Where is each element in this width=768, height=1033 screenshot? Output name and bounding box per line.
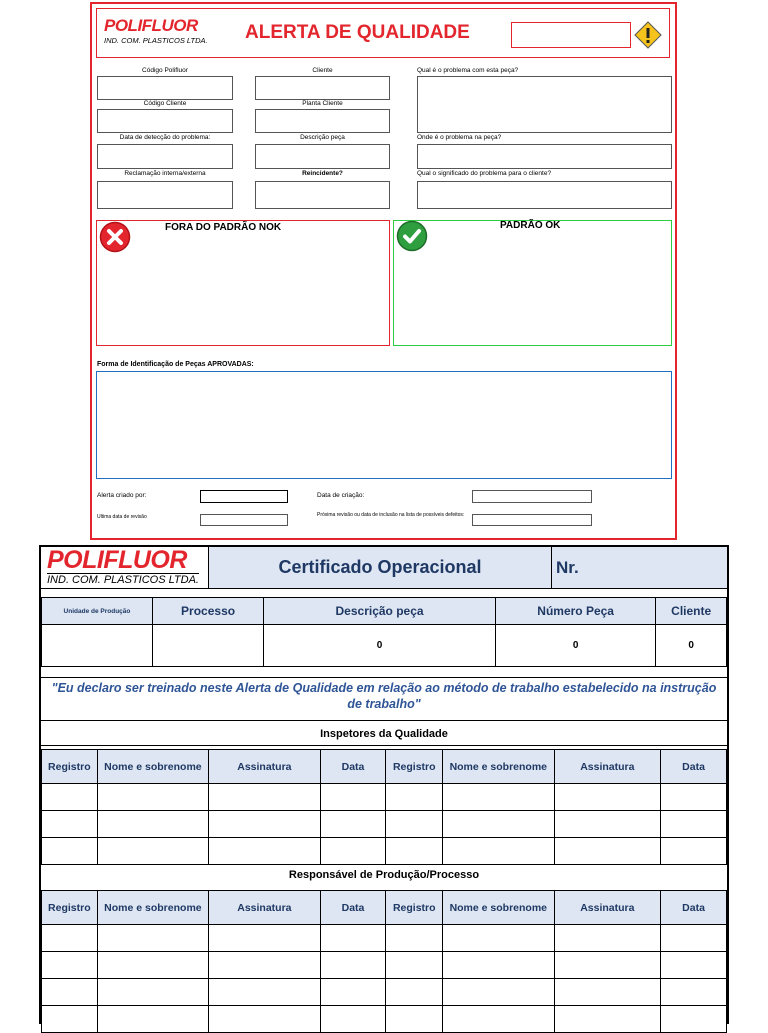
table-cell[interactable] xyxy=(386,952,443,979)
table-cell[interactable] xyxy=(209,1006,320,1033)
table-cell[interactable] xyxy=(97,811,209,838)
alert-logo-subtitle: IND. COM. PLASTICOS LTDA. xyxy=(104,36,208,45)
col-unidade: Unidade de Produção xyxy=(42,598,153,625)
table-cell[interactable] xyxy=(209,979,320,1006)
cert-logo-subtitle: IND. COM. PLASTICOS LTDA. xyxy=(47,574,199,586)
table-cell[interactable] xyxy=(386,811,443,838)
table-cell[interactable] xyxy=(661,784,727,811)
val-cliente[interactable]: 0 xyxy=(656,625,727,667)
label-ultima-revisao: Ultima data de revisão xyxy=(97,514,147,520)
table-row xyxy=(42,979,727,1006)
table-cell[interactable] xyxy=(320,952,386,979)
table-cell[interactable] xyxy=(443,925,555,952)
table-cell[interactable] xyxy=(554,1006,661,1033)
label-codigo-polifluor: Código Polifluor xyxy=(142,67,188,74)
alert-title: ALERTA DE QUALIDADE xyxy=(245,22,470,43)
table-cell[interactable] xyxy=(386,784,443,811)
cert-info-table xyxy=(41,597,727,667)
table-header-registro: Registro xyxy=(42,891,98,925)
codigo-cliente-field[interactable] xyxy=(97,109,233,133)
table-header-nome-e-sobrenome: Nome e sobrenome xyxy=(97,750,209,784)
table-cell[interactable] xyxy=(42,979,98,1006)
table-cell[interactable] xyxy=(443,784,555,811)
table-cell[interactable] xyxy=(97,838,209,865)
table-cell[interactable] xyxy=(443,979,555,1006)
table-header-registro: Registro xyxy=(386,891,443,925)
identificacao-label: Forma de Identificação de Peças APROVADAS: xyxy=(97,361,254,368)
table-cell[interactable] xyxy=(386,838,443,865)
table-header-data: Data xyxy=(320,750,386,784)
table-cell[interactable] xyxy=(320,979,386,1006)
data-criacao-field[interactable] xyxy=(472,490,592,503)
planta-cliente-field[interactable] xyxy=(255,109,390,133)
col-cliente: Cliente xyxy=(656,598,727,625)
table-header-assinatura: Assinatura xyxy=(554,750,661,784)
section-responsavel: Responsável de Produção/Processo xyxy=(288,869,480,881)
table-row xyxy=(42,925,727,952)
table-cell[interactable] xyxy=(320,925,386,952)
nok-label: FORA DO PADRÃO NOK xyxy=(165,222,282,233)
table-cell[interactable] xyxy=(554,979,661,1006)
check-circle-icon xyxy=(396,220,428,252)
table-row xyxy=(42,952,727,979)
val-numero[interactable]: 0 xyxy=(495,625,655,667)
ok-label: PADRÃO OK xyxy=(500,220,561,231)
table-cell[interactable] xyxy=(320,811,386,838)
val-processo[interactable] xyxy=(152,625,263,667)
table-cell[interactable] xyxy=(661,1006,727,1033)
data-deteccao-field[interactable] xyxy=(97,144,233,169)
inspetores-table xyxy=(41,749,727,865)
col-numero: Número Peça xyxy=(495,598,655,625)
val-descricao[interactable]: 0 xyxy=(264,625,496,667)
table-cell[interactable] xyxy=(97,979,209,1006)
table-header-data: Data xyxy=(320,891,386,925)
label-criado-por: Alerta criado por: xyxy=(97,492,147,499)
table-cell[interactable] xyxy=(386,1006,443,1033)
table-cell[interactable] xyxy=(209,838,320,865)
label-codigo-cliente: Código Cliente xyxy=(143,100,187,107)
table-cell[interactable] xyxy=(42,838,98,865)
x-circle-icon xyxy=(99,221,131,253)
col-descricao: Descrição peça xyxy=(264,598,496,625)
table-cell[interactable] xyxy=(209,925,320,952)
table-cell[interactable] xyxy=(42,925,98,952)
problema-field[interactable] xyxy=(417,76,672,133)
table-header-assinatura: Assinatura xyxy=(209,891,320,925)
label-reincidente: Reincidente? xyxy=(302,170,343,177)
cliente-field[interactable] xyxy=(255,76,390,100)
table-header-registro: Registro xyxy=(386,750,443,784)
table-cell[interactable] xyxy=(554,811,661,838)
label-onde-problema: Onde é o problema na peça? xyxy=(417,134,502,141)
ok-panel[interactable] xyxy=(393,220,672,346)
table-row xyxy=(42,784,727,811)
label-cliente: Cliente xyxy=(312,67,333,74)
table-header-assinatura: Assinatura xyxy=(554,891,661,925)
table-cell[interactable] xyxy=(97,952,209,979)
table-cell[interactable] xyxy=(554,925,661,952)
label-descricao-peca: Descrição peça xyxy=(300,134,345,141)
table-header-assinatura: Assinatura xyxy=(209,750,320,784)
table-cell[interactable] xyxy=(554,952,661,979)
table-cell[interactable] xyxy=(554,784,661,811)
table-cell[interactable] xyxy=(209,811,320,838)
table-cell[interactable] xyxy=(320,784,386,811)
table-row xyxy=(42,811,727,838)
table-cell[interactable] xyxy=(661,952,727,979)
warning-icon xyxy=(634,21,662,49)
label-data-criacao: Data de criação: xyxy=(317,492,365,499)
table-cell[interactable] xyxy=(661,811,727,838)
label-significado: Qual o significado do problema para o cliente? xyxy=(417,170,552,177)
criado-por-field[interactable] xyxy=(200,490,288,503)
descricao-peca-field[interactable] xyxy=(255,144,390,169)
table-cell[interactable] xyxy=(320,838,386,865)
val-unidade[interactable] xyxy=(42,625,153,667)
table-header-registro: Registro xyxy=(42,750,98,784)
table-header-data: Data xyxy=(661,891,727,925)
reincidente-field[interactable] xyxy=(255,181,390,209)
label-reclamacao: Reclamação interna/externa xyxy=(124,170,206,177)
table-cell[interactable] xyxy=(554,838,661,865)
table-cell[interactable] xyxy=(42,811,98,838)
table-cell[interactable] xyxy=(386,925,443,952)
label-planta-cliente: Planta Cliente xyxy=(302,100,343,107)
section-inspetores: Inspetores da Qualidade xyxy=(41,722,727,746)
declaration-text: "Eu declaro ser treinado neste Alerta de Qualidade em relação ao método de trabalho estabelecido na instrução de trabalho" xyxy=(51,681,717,711)
table-cell[interactable] xyxy=(661,979,727,1006)
table-cell[interactable] xyxy=(661,925,727,952)
table-cell[interactable] xyxy=(97,784,209,811)
table-cell[interactable] xyxy=(443,838,555,865)
table-cell[interactable] xyxy=(209,784,320,811)
table-cell[interactable] xyxy=(42,952,98,979)
table-cell[interactable] xyxy=(443,952,555,979)
table-header-nome-e-sobrenome: Nome e sobrenome xyxy=(443,891,555,925)
responsavel-table xyxy=(41,890,727,1033)
col-processo: Processo xyxy=(152,598,263,625)
onde-problema-field[interactable] xyxy=(417,144,672,169)
table-row xyxy=(42,1006,727,1033)
table-cell[interactable] xyxy=(386,979,443,1006)
table-header-data: Data xyxy=(661,750,727,784)
table-cell[interactable] xyxy=(42,784,98,811)
reclamacao-field[interactable] xyxy=(97,181,233,209)
codigo-polifluor-field[interactable] xyxy=(97,76,233,100)
cert-nr-label: Nr. xyxy=(552,547,727,589)
alert-number-field[interactable] xyxy=(511,22,631,48)
table-cell[interactable] xyxy=(443,1006,555,1033)
table-header-nome-e-sobrenome: Nome e sobrenome xyxy=(97,891,209,925)
label-problema: Qual é o problema com esta peça? xyxy=(417,67,519,74)
label-data-deteccao: Data de detecção do problema: xyxy=(119,134,211,141)
nok-panel[interactable] xyxy=(96,220,390,346)
table-header-nome-e-sobrenome: Nome e sobrenome xyxy=(443,750,555,784)
table-cell[interactable] xyxy=(97,925,209,952)
table-cell[interactable] xyxy=(661,838,727,865)
alert-logo: POLIFLUOR xyxy=(104,16,198,35)
significado-field[interactable] xyxy=(417,181,672,209)
cert-logo: POLIFLUOR xyxy=(47,546,187,574)
cert-title: Certificado Operacional xyxy=(209,547,552,589)
label-proxima-revisao: Próxima revisão ou data de inclusão na lista de possíveis defeitos: xyxy=(317,512,465,518)
ultima-revisao-field[interactable] xyxy=(200,514,288,526)
table-cell[interactable] xyxy=(42,1006,98,1033)
identificacao-field[interactable] xyxy=(96,371,672,479)
table-cell[interactable] xyxy=(443,811,555,838)
table-row xyxy=(42,838,727,865)
table-cell[interactable] xyxy=(209,952,320,979)
table-cell[interactable] xyxy=(320,1006,386,1033)
table-cell[interactable] xyxy=(97,1006,209,1033)
proxima-revisao-field[interactable] xyxy=(472,514,592,526)
